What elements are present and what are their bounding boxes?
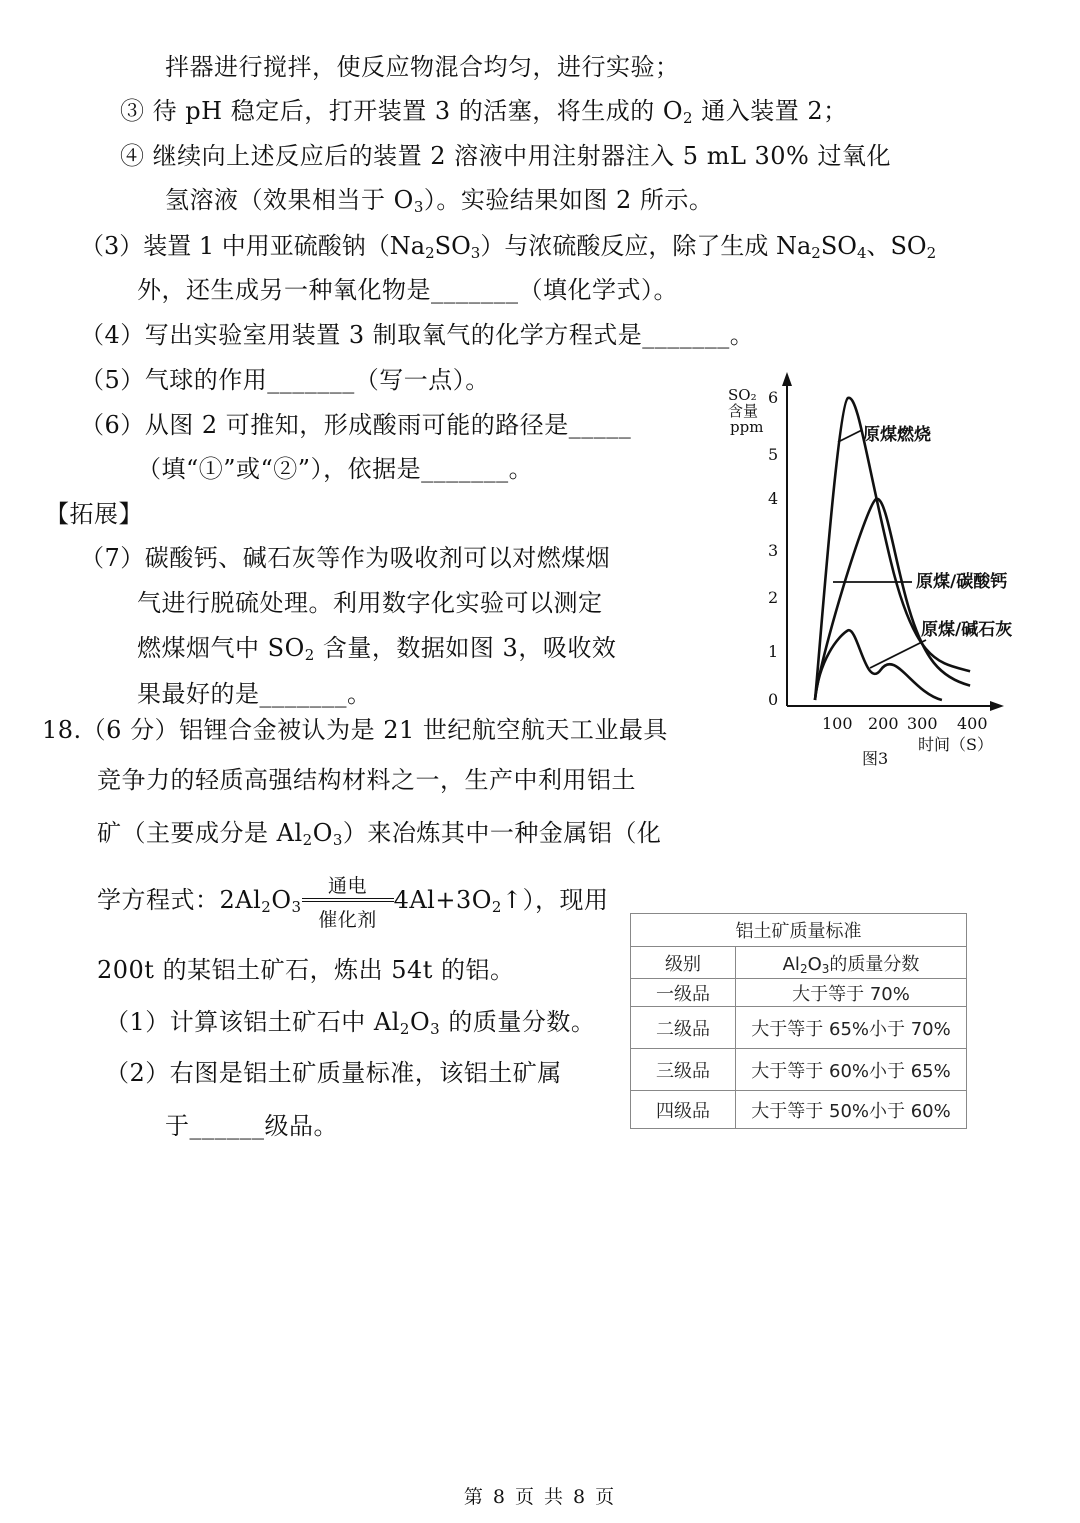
y-tick-label: 2 <box>768 588 779 607</box>
x-tick-label: 400 <box>957 714 988 733</box>
question-6: （6）从图 2 可推知，形成酸雨可能的路径是_____ <box>80 411 632 439</box>
text-line: 拌器进行搅拌，使反应物混合均匀，进行实验； <box>165 53 680 81</box>
grade-cell: 二级品 <box>631 1007 736 1049</box>
subscript: 3 <box>413 198 424 216</box>
q-text: O <box>271 886 292 914</box>
problem-18: 18.（6 分）铝锂合金被认为是 21 世纪航空航天工业最具 <box>42 716 668 744</box>
problem-18-line: 200t 的某铝土矿石，炼出 54t 的铝。 <box>97 956 515 984</box>
range-cell: 大于等于 50%小于 60% <box>736 1091 967 1129</box>
step-text: 待 pH 稳定后，打开装置 3 的活塞，将生成的 O <box>152 97 684 125</box>
subscript: 2 <box>425 244 435 262</box>
q-text: （1）计算该铝土矿石中 Al <box>105 1008 400 1036</box>
subscript: 3 <box>332 831 343 849</box>
question-4: （4）写出实验室用装置 3 制取氧气的化学方程式是_______。 <box>80 321 755 349</box>
problem-18-q2: （2）右图是铝土矿质量标准，该铝土矿属 <box>105 1059 562 1087</box>
range-cell: 大于等于 60%小于 65% <box>736 1049 967 1091</box>
y-label-line: ppm <box>730 418 764 436</box>
q-text: 的质量分数。 <box>440 1008 596 1036</box>
condition-top: 通电 <box>328 874 368 897</box>
q-text: ）来冶炼其中一种金属铝（化 <box>342 819 662 847</box>
y-label-line: 含量 <box>728 402 759 420</box>
header-text: 的质量分数 <box>829 953 920 975</box>
grade-cell: 四级品 <box>631 1091 736 1129</box>
q-text: O <box>312 819 333 847</box>
q-text: 4Al+3O <box>393 886 492 914</box>
series-label: 原煤/碳酸钙 <box>916 572 1008 592</box>
range-cell: 大于等于 70% <box>736 979 967 1007</box>
subscript: 2 <box>491 898 502 916</box>
step-text: 继续向上述反应后的装置 2 溶液中用注射器注入 5 mL 30% 过氧化 <box>152 142 891 170</box>
step-text: ）。实验结果如图 2 所示。 <box>423 186 714 214</box>
leader-line <box>870 640 926 668</box>
subscript: 2 <box>304 646 315 664</box>
step-marker: ④ <box>120 142 145 170</box>
q-text: （3）装置 1 中用亚硫酸钠（Na <box>80 232 426 260</box>
subscript: 4 <box>856 244 867 262</box>
step-text: 通入装置 2； <box>693 97 848 125</box>
page-footer: 第 8 页 共 8 页 <box>463 1486 617 1508</box>
header-grade: 级别 <box>631 947 736 979</box>
step-marker: ③ <box>120 97 145 125</box>
problem-18-line: 竞争力的轻质高强结构材料之一，生产中利用铝土 <box>97 766 636 794</box>
question-7: （7）碳酸钙、碱石灰等作为吸收剂可以对燃煤烟 <box>80 544 611 572</box>
extend-heading: 【拓展】 <box>45 500 143 528</box>
q-text: 燃煤烟气中 SO <box>137 634 305 662</box>
y-tick-label: 4 <box>768 489 779 508</box>
x-axis-arrow <box>990 701 1004 711</box>
grade-cell: 一级品 <box>631 979 736 1007</box>
y-tick-label: 3 <box>768 541 779 560</box>
x-tick-label: 100 <box>822 714 853 733</box>
subscript: 2 <box>926 244 937 262</box>
question-7-cont: 气进行脱硫处理。利用数字化实验可以测定 <box>137 589 603 617</box>
question-6-cont: （填“①”或“②”），依据是_______。 <box>137 455 534 483</box>
grade-cell: 三级品 <box>631 1049 736 1091</box>
subscript: 2 <box>399 1020 410 1038</box>
subscript: 3 <box>821 961 830 976</box>
question-7-cont: 果最好的是_______。 <box>137 680 372 708</box>
series-label: 原煤/碱石灰 <box>921 620 1013 640</box>
y-tick-label: 5 <box>768 445 779 464</box>
series-label: 原煤燃烧 <box>863 425 931 445</box>
series-curve <box>815 499 970 700</box>
q-text: O <box>409 1008 431 1036</box>
condition-bottom: 催化剂 <box>318 908 377 931</box>
problem-18-q2-cont: 于______级品。 <box>165 1112 338 1140</box>
q-text: 学方程式：2Al <box>97 886 262 914</box>
q-text: 含量，数据如图 3，吸收效 <box>314 634 617 662</box>
step-text: 氢溶液（效果相当于 O <box>165 186 414 214</box>
question-3-cont: 外，还生成另一种氧化物是_______（填化学式）。 <box>137 276 678 304</box>
x-axis-label: 时间（S） <box>918 735 993 754</box>
x-tick-label: 300 <box>907 714 938 733</box>
q-text: 、SO <box>866 232 927 260</box>
q-text: SO <box>434 232 471 260</box>
y-tick-label: 6 <box>768 388 779 407</box>
subscript: 2 <box>811 244 821 262</box>
subscript: 2 <box>683 109 694 127</box>
q-text: 矿（主要成分是 Al <box>97 819 303 847</box>
y-tick-label: 1 <box>768 642 779 661</box>
range-cell: 大于等于 65%小于 70% <box>736 1007 967 1049</box>
subscript: 3 <box>291 898 302 916</box>
subscript: 2 <box>261 898 272 916</box>
subscript: 3 <box>430 1020 441 1038</box>
q-text: ）与浓硫酸反应，除了生成 Na <box>480 232 812 260</box>
header-text: O <box>807 953 822 975</box>
q-text: SO <box>820 232 857 260</box>
x-tick-label: 200 <box>868 714 899 733</box>
subscript: 2 <box>302 831 313 849</box>
table-title: 铝土矿质量标准 <box>631 914 967 947</box>
figure-caption: 图3 <box>862 749 889 768</box>
q-text: ↑），现用 <box>501 886 609 914</box>
header-text: Al <box>782 953 800 975</box>
y-tick-label: 0 <box>768 690 779 709</box>
question-5: （5）气球的作用_______（写一点）。 <box>80 366 490 394</box>
y-axis-arrow <box>782 372 792 386</box>
y-label-line: SO₂ <box>728 386 757 404</box>
subscript: 3 <box>470 244 481 262</box>
subscript: 2 <box>799 961 808 976</box>
